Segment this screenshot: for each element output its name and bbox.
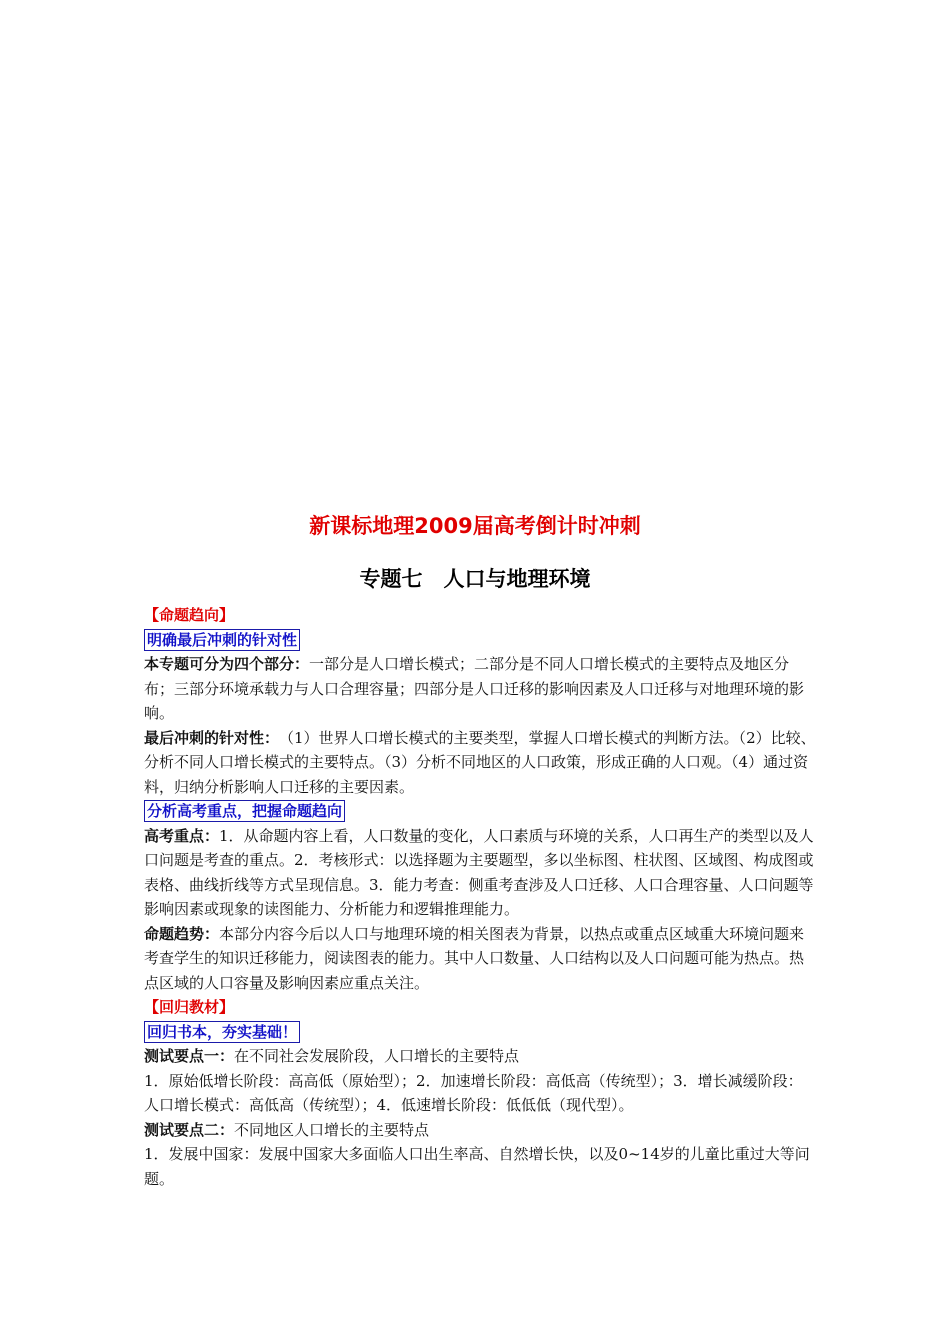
paragraph-text: 一部分是人口增长模式；二部分是不同人口增长模式的主要特点及地区分布；三部分环境承载力与人口合理容量；四部分是人口迁移的影响因素及人口迁移与对地理环境的影响。 xyxy=(144,655,805,722)
paragraph-parts xyxy=(144,652,816,726)
boxed-heading-basics: 回归书本，夯实基础！ xyxy=(144,1021,300,1043)
paragraph-developing: 1．发展中国家：发展中国家大多面临人口出生率高、自然增长快，以及0~14岁的儿童比重过大等问题。 xyxy=(144,1145,810,1188)
paragraph-text: 1．从命题内容上看，人口数量的变化，人口素质与环境的关系，人口再生产的类型以及人口问题是考查的重点。2．考核形式：以选择题为主要题型，多以坐标图、柱状图、区域图、构成图或表格、曲线折线等方式呈现信息。3．能力考查：侧重考查涉及人口迁移、人口合理容量、人口问题等影响因素或现象的读图能力、分析能力和逻辑推理能力。 xyxy=(144,826,814,918)
boxed-heading-analysis: 分析高考重点，把握命题趋向 xyxy=(144,800,345,822)
paragraph-test-point-1 xyxy=(144,1044,816,1069)
paragraph-stages: 1．原始低增长阶段：高高低（原始型）；2．加速增长阶段：高低高（传统型）；3．增长减缓阶段：人口增长模式：高低高（传统型）；4．低速增长阶段：低低低（现代型）。 xyxy=(144,1071,803,1114)
document-body xyxy=(144,603,816,1191)
boxed-heading-target: 明确最后冲刺的针对性 xyxy=(144,629,300,651)
paragraph-text: 在不同社会发展阶段，人口增长的主要特点 xyxy=(234,1047,520,1065)
paragraph-text: 本部分内容今后以人口与地理环境的相关图表为背景，以热点或重点区域重大环境问题来考查学生的知识迁移能力，阅读图表的能力。其中人口数量、人口结构以及人口问题可能为热点。热点区域的人口容量及影响因素应重点关注。 xyxy=(144,924,805,992)
paragraph-text: 不同地区人口增长的主要特点 xyxy=(234,1120,430,1139)
paragraph-label: 命题趋势： xyxy=(144,924,220,943)
document-subtitle: 专题七 人口与地理环境 xyxy=(359,567,591,591)
section-heading-textbook: 【回归教材】 xyxy=(144,998,235,1016)
paragraph-test-point-2 xyxy=(144,1118,816,1143)
paragraph-label: 测试要点二： xyxy=(144,1120,235,1139)
paragraph-focus xyxy=(144,726,816,800)
paragraph-label: 高考重点： xyxy=(144,826,220,845)
paragraph-key-points xyxy=(144,824,816,922)
section-heading-trend: 【命题趋向】 xyxy=(144,606,235,624)
paragraph-text: （1）世界人口增长模式的主要类型，掌握人口增长模式的判断方法。（2）比较、分析不同人口增长模式的主要特点。（3）分析不同地区的人口政策，形成正确的人口观。（4）通过资料，归纳分析影响人口迁移的主要因素。 xyxy=(144,728,816,796)
paragraph-label: 本专题可分为四个部分： xyxy=(144,655,310,673)
paragraph-label: 最后冲刺的针对性： xyxy=(144,728,272,747)
document-title: 新课标地理2009届高考倒计时冲刺 xyxy=(309,514,641,538)
paragraph-label: 测试要点一： xyxy=(144,1047,235,1065)
paragraph-trend xyxy=(144,922,816,996)
